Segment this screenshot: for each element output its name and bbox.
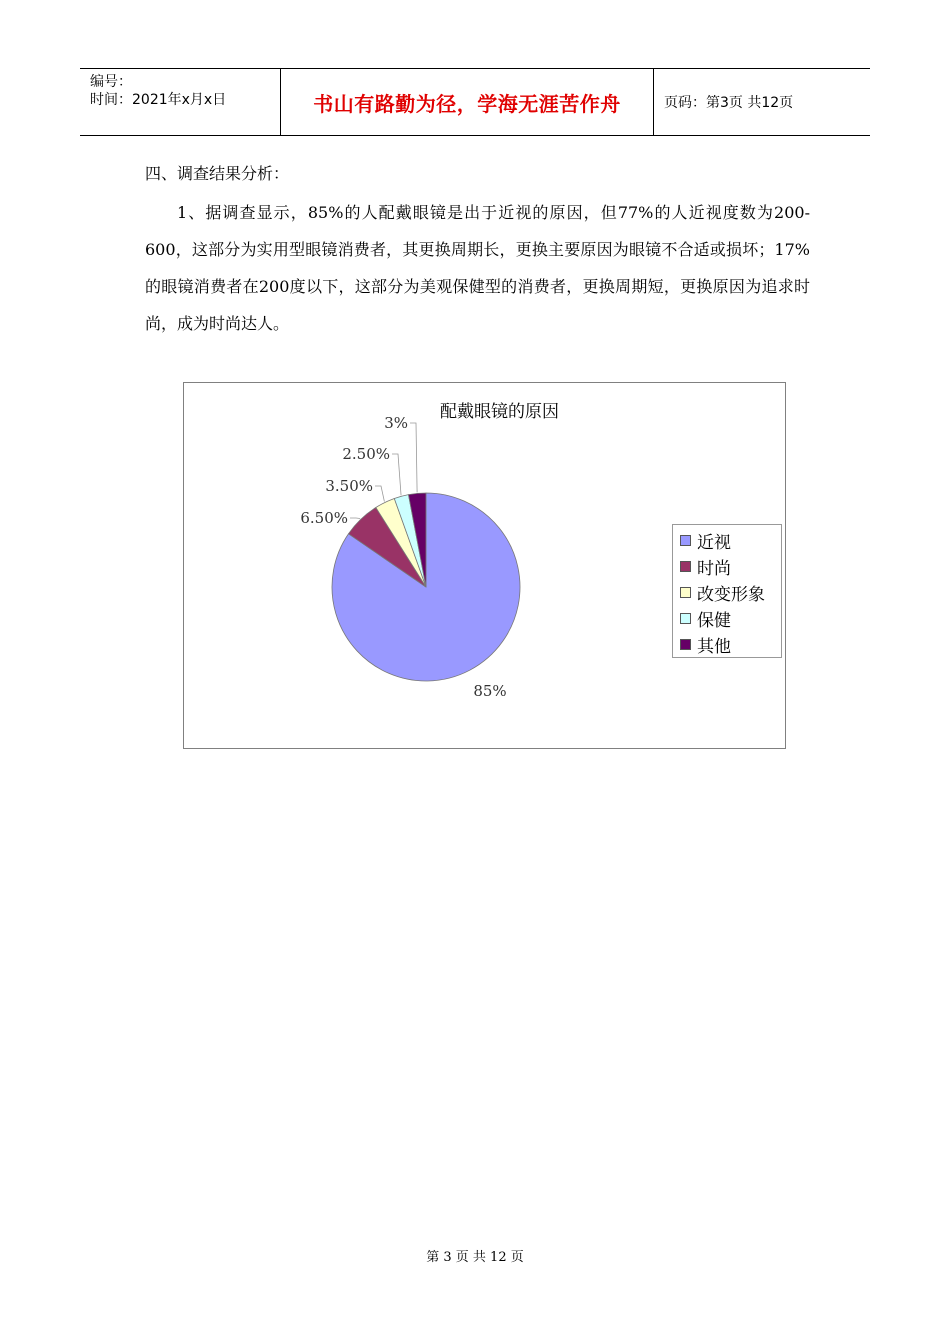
legend-item-1 — [673, 527, 781, 553]
leader-line-5 — [410, 423, 417, 492]
chart-title: 配戴眼镜的原因 — [440, 402, 559, 422]
analysis-paragraph: 1、据调查显示，85%的人配戴眼镜是出于近视的原因，但77%的人近视度数为200-600，这部分为实用型眼镜消费者，其更换周期长，更换主要原因为眼镜不合适或损坏；17%的眼镜消费者在200度以下，这部分为美观保健型的消费者，更换周期短，更换原因为追求时尚，成为时尚达人。 — [145, 203, 810, 333]
legend-swatch — [680, 561, 691, 572]
legend-label: 改变形象 — [697, 584, 765, 605]
leader-line-4 — [392, 454, 401, 495]
chart-legend — [672, 524, 782, 658]
page-info: 页码：第3页 共12页 — [664, 95, 794, 111]
data-label-3: 3.50% — [325, 477, 373, 495]
legend-item-5 — [673, 631, 781, 657]
legend-swatch — [680, 639, 691, 650]
data-label-4: 2.50% — [342, 445, 390, 463]
document-body — [145, 158, 810, 342]
data-label-1: 85% — [473, 682, 507, 700]
leader-line-2 — [350, 518, 360, 519]
legend-swatch — [680, 535, 691, 546]
page-footer: 第 3 页 共 12 页 — [426, 1250, 524, 1265]
number-label: 编号： — [90, 74, 132, 90]
section-title: 四、调查结果分析： — [145, 164, 290, 183]
header-meta — [80, 69, 281, 135]
header-page-info-cell — [654, 69, 870, 135]
legend-item-2 — [673, 553, 781, 579]
legend-item-4 — [673, 605, 781, 631]
leader-line-3 — [375, 486, 384, 502]
legend-label: 保健 — [697, 610, 731, 631]
document-header — [80, 68, 870, 136]
motto-text: 书山有路勤为径，学海无涯苦作舟 — [313, 91, 621, 116]
legend-swatch — [680, 587, 691, 598]
legend-label: 时尚 — [697, 558, 731, 579]
pie-chart — [183, 382, 786, 749]
legend-label: 近视 — [697, 532, 731, 553]
legend-swatch — [680, 613, 691, 624]
data-label-5: 3% — [384, 414, 408, 432]
legend-label: 其他 — [697, 636, 731, 657]
legend-item-3 — [673, 579, 781, 605]
data-label-2: 6.50% — [300, 509, 348, 527]
time-label: 时间：2021年x月x日 — [90, 92, 227, 108]
header-motto-cell — [281, 69, 654, 135]
